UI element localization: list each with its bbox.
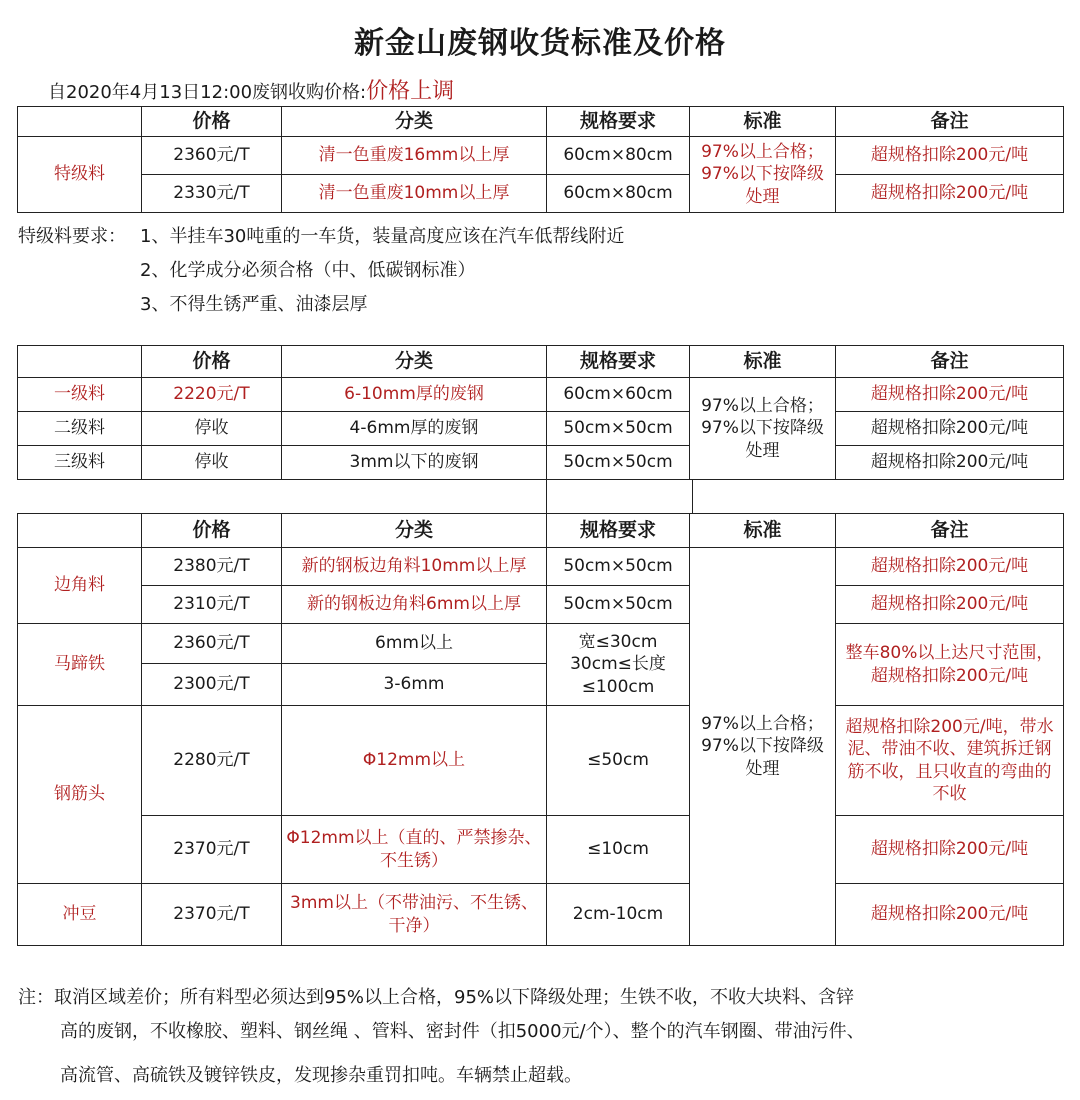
header-remark: 备注 bbox=[836, 346, 1064, 378]
footnote-line: 高流管、高硫铁及镀锌铁皮，发现掺杂重罚扣吨。车辆禁止超载。 bbox=[60, 1065, 582, 1086]
category-cell: Φ12mm以上 bbox=[282, 706, 547, 816]
header-blank bbox=[18, 107, 142, 137]
table-gap-divider bbox=[546, 480, 693, 514]
remark-cell: 超规格扣除200元/吨 bbox=[836, 378, 1064, 412]
header-spec: 规格要求 bbox=[547, 107, 690, 137]
header-standard: 标准 bbox=[690, 346, 836, 378]
remark-cell: 超规格扣除200元/吨 bbox=[836, 175, 1064, 213]
header-category: 分类 bbox=[282, 514, 547, 548]
spec-cell: ≤10cm bbox=[547, 816, 690, 884]
grade-cell: 二级料 bbox=[18, 412, 142, 446]
header-spec: 规格要求 bbox=[547, 514, 690, 548]
category-cell: 4-6mm厚的废钢 bbox=[282, 412, 547, 446]
header-category: 分类 bbox=[282, 107, 547, 137]
price-cell: 2360元/T bbox=[142, 624, 282, 664]
header-blank bbox=[18, 346, 142, 378]
spec-cell: 50cm×50cm bbox=[547, 412, 690, 446]
category-cell: 6mm以上 bbox=[282, 624, 547, 664]
notice-prefix: 自2020年4月13日12:00废钢收购价格: bbox=[48, 82, 367, 103]
grade-cell: 一级料 bbox=[18, 378, 142, 412]
price-cell: 2300元/T bbox=[142, 664, 282, 706]
requirement-item: 2、化学成分必须合格（中、低碳钢标准） bbox=[140, 260, 476, 281]
standard-cell: 97%以上合格；97%以下按降级处理 bbox=[690, 548, 836, 946]
grade-rebar: 钢筋头 bbox=[18, 706, 142, 884]
header-remark: 备注 bbox=[836, 514, 1064, 548]
category-cell: 3-6mm bbox=[282, 664, 547, 706]
remark-cell: 整车80%以上达尺寸范围，超规格扣除200元/吨 bbox=[836, 624, 1064, 706]
remark-cell: 超规格扣除200元/吨 bbox=[836, 412, 1064, 446]
remark-cell: 超规格扣除200元/吨 bbox=[836, 137, 1064, 175]
footnote-line: 注：取消区域差价；所有料型必须达到95%以上合格，95%以下降级处理；生铁不收，不收大块料、含锌 bbox=[18, 987, 855, 1008]
requirement-item: 1、半挂车30吨重的一车货，装量高度应该在汽车低帮线附近 bbox=[140, 226, 625, 247]
remark-cell: 超规格扣除200元/吨 bbox=[836, 884, 1064, 946]
spec-cell: 60cm×60cm bbox=[547, 378, 690, 412]
header-price: 价格 bbox=[142, 346, 282, 378]
spec-cell: 50cm×50cm bbox=[547, 586, 690, 624]
category-cell: Φ12mm以上（直的、严禁掺杂、不生锈） bbox=[282, 816, 547, 884]
standard-cell: 97%以上合格；97%以下按降级处理 bbox=[690, 378, 836, 480]
grade-special: 特级料 bbox=[18, 137, 142, 213]
misc-grade-table bbox=[17, 513, 1064, 946]
remark-cell: 超规格扣除200元/吨 bbox=[836, 446, 1064, 480]
spec-cell: 60cm×80cm bbox=[547, 137, 690, 175]
price-cell: 2360元/T bbox=[142, 137, 282, 175]
price-notice bbox=[48, 74, 454, 105]
grade-punch: 冲豆 bbox=[18, 884, 142, 946]
special-grade-table bbox=[17, 106, 1064, 213]
price-cell: 2310元/T bbox=[142, 586, 282, 624]
spec-cell: 2cm-10cm bbox=[547, 884, 690, 946]
header-standard: 标准 bbox=[690, 107, 836, 137]
category-cell: 新的钢板边角料10mm以上厚 bbox=[282, 548, 547, 586]
footnote-line: 高的废钢，不收橡胶、塑料、钢丝绳 、管料、密封件（扣5000元/个）、整个的汽车钢圈、带油污件、 bbox=[60, 1021, 865, 1042]
spec-cell: 50cm×50cm bbox=[547, 446, 690, 480]
price-cell: 停收 bbox=[142, 446, 282, 480]
remark-cell: 超规格扣除200元/吨 bbox=[836, 586, 1064, 624]
grade-hoof: 马蹄铁 bbox=[18, 624, 142, 706]
grade-corner: 边角料 bbox=[18, 548, 142, 624]
header-remark: 备注 bbox=[836, 107, 1064, 137]
standard-cell: 97%以上合格；97%以下按降级处理 bbox=[690, 137, 836, 213]
spec-cell: ≤50cm bbox=[547, 706, 690, 816]
price-cell: 2370元/T bbox=[142, 884, 282, 946]
requirements-label: 特级料要求： bbox=[18, 226, 126, 247]
category-cell: 6-10mm厚的废钢 bbox=[282, 378, 547, 412]
grade-cell: 三级料 bbox=[18, 446, 142, 480]
header-spec: 规格要求 bbox=[547, 346, 690, 378]
category-cell: 清一色重废16mm以上厚 bbox=[282, 137, 547, 175]
notice-highlight: 价格上调 bbox=[366, 79, 455, 104]
header-standard: 标准 bbox=[690, 514, 836, 548]
price-cell: 2280元/T bbox=[142, 706, 282, 816]
header-blank bbox=[18, 514, 142, 548]
spec-cell: 50cm×50cm bbox=[547, 548, 690, 586]
header-price: 价格 bbox=[142, 514, 282, 548]
category-cell: 3mm以下的废钢 bbox=[282, 446, 547, 480]
price-cell: 2330元/T bbox=[142, 175, 282, 213]
price-cell: 2220元/T bbox=[142, 378, 282, 412]
spec-cell: 60cm×80cm bbox=[547, 175, 690, 213]
requirement-item: 3、不得生锈严重、油漆层厚 bbox=[140, 294, 368, 315]
price-cell: 停收 bbox=[142, 412, 282, 446]
spec-cell: 宽≤30cm 30cm≤长度≤100cm bbox=[547, 624, 690, 706]
category-cell: 新的钢板边角料6mm以上厚 bbox=[282, 586, 547, 624]
header-price: 价格 bbox=[142, 107, 282, 137]
header-category: 分类 bbox=[282, 346, 547, 378]
price-cell: 2370元/T bbox=[142, 816, 282, 884]
page-title: 新金山废钢收货标准及价格 bbox=[354, 26, 726, 61]
category-cell: 3mm以上（不带油污、不生锈、干净） bbox=[282, 884, 547, 946]
remark-cell: 超规格扣除200元/吨 bbox=[836, 816, 1064, 884]
remark-cell: 超规格扣除200元/吨 bbox=[836, 548, 1064, 586]
price-cell: 2380元/T bbox=[142, 548, 282, 586]
grade-table bbox=[17, 345, 1064, 480]
category-cell: 清一色重废10mm以上厚 bbox=[282, 175, 547, 213]
remark-cell: 超规格扣除200元/吨，带水泥、带油不收、建筑拆迁钢筋不收，且只收直的弯曲的不收 bbox=[836, 706, 1064, 816]
